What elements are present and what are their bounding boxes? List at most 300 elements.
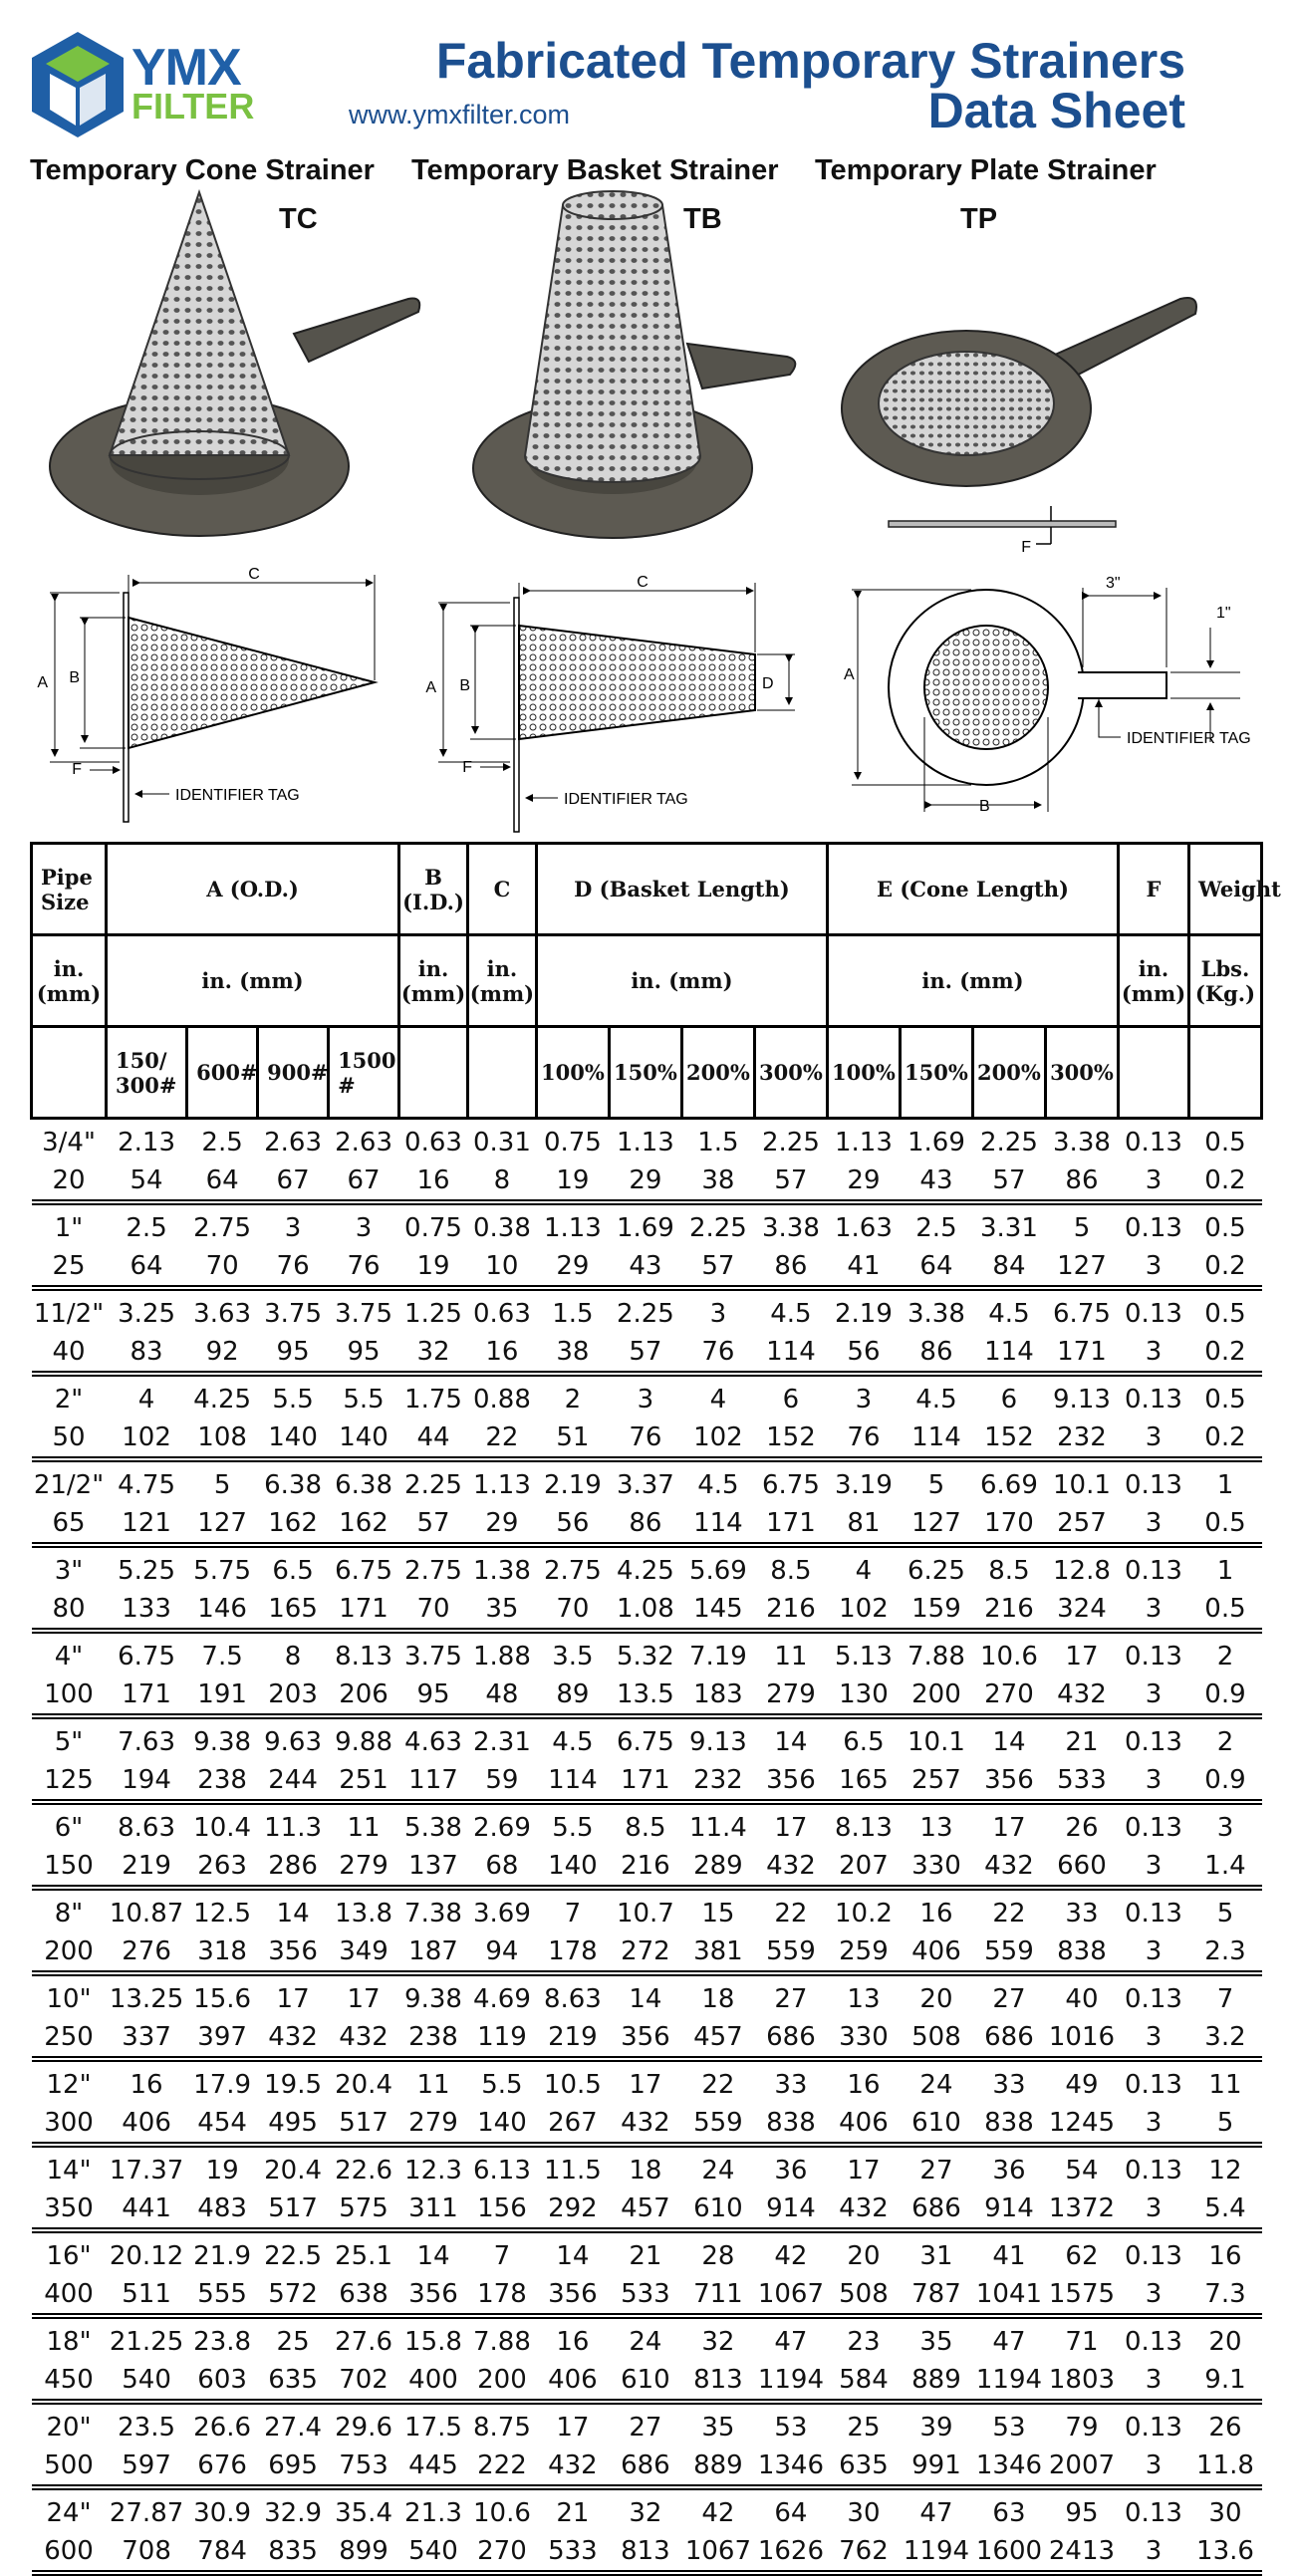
table-cell: 1.38 [472, 1556, 531, 1586]
table-cell: 7.63 [118, 1727, 176, 1757]
table-cell: 10.2 [835, 1899, 893, 1929]
table-cell: 67 [258, 1161, 329, 1202]
table-cell: 2.3 [1188, 1932, 1261, 1973]
table-row [32, 1119, 1262, 1162]
table-cell: 251 [329, 1761, 399, 1802]
table-cell: 16 [130, 2070, 163, 2100]
caption-basket-strainer: Temporary Basket Strainer [411, 154, 779, 186]
table-cell: 76 [609, 1418, 681, 1459]
basket-label-f: F [462, 759, 472, 776]
table-cell: 8.5 [770, 1556, 812, 1586]
table-cell: 2.75 [404, 1556, 462, 1586]
table-cell: 9.88 [335, 1727, 392, 1757]
table-cell: 14 [629, 1984, 662, 2014]
table-cell: 80 [32, 1590, 107, 1631]
header-weight: Weight [1188, 844, 1261, 935]
header-f: F [1118, 844, 1188, 935]
table-cell: 56 [536, 1504, 609, 1545]
table-cell: 10.5 [543, 2070, 602, 2100]
table-cell: 432 [1045, 1675, 1118, 1716]
table-cell: 1575 [1045, 2275, 1118, 2316]
cone-identifier-tag: IDENTIFIER TAG [175, 787, 300, 804]
table-cell: 8.63 [118, 1813, 176, 1843]
table-cell: 64 [774, 2498, 808, 2528]
unit-f: in. (mm) [1118, 935, 1188, 1027]
table-cell: 20 [1208, 2327, 1242, 2357]
table-cell: 6.75 [1053, 1299, 1111, 1329]
table-cell: 42 [701, 2498, 735, 2528]
table-cell: 64 [900, 1247, 972, 1288]
table-cell: 64 [107, 1247, 187, 1288]
table-cell: 257 [900, 1761, 972, 1802]
table-cell: 83 [107, 1333, 187, 1374]
unit-weight: Lbs. (Kg.) [1188, 935, 1261, 1027]
table-cell: 32 [399, 1333, 468, 1374]
table-cell: 4.5 [770, 1299, 812, 1329]
table-row [32, 1333, 1262, 1374]
table-cell: 2.19 [835, 1299, 893, 1329]
caption-cone-strainer: Temporary Cone Strainer [30, 154, 375, 186]
table-row [32, 1504, 1262, 1545]
table-cell: 10" [46, 1984, 92, 2014]
ymx-logo [28, 30, 128, 139]
table-cell: 441 [107, 2190, 187, 2230]
table-cell: 17.5 [404, 2413, 462, 2443]
table-cell: 27 [992, 1984, 1026, 2014]
table-cell: 4.5 [552, 1727, 594, 1757]
table-cell: 47 [774, 2327, 808, 2357]
table-cell: 279 [329, 1847, 399, 1888]
table-cell: 20.4 [335, 2070, 392, 2100]
table-row [32, 2402, 1262, 2447]
table-cell: 24 [919, 2070, 953, 2100]
table-cell: 2.5 [201, 1128, 243, 1158]
table-cell: 610 [681, 2190, 754, 2230]
basket-dimension-drawing [418, 563, 817, 837]
table-cell: 3 [1216, 1813, 1234, 1843]
caption-plate-strainer: Temporary Plate Strainer [815, 154, 1157, 186]
table-cell: 56 [827, 1333, 900, 1374]
table-cell: 6.5 [843, 1727, 885, 1757]
table-cell: 59 [467, 1761, 536, 1802]
table-cell: 1.13 [616, 1128, 674, 1158]
table-cell: 14 [276, 1899, 310, 1929]
table-cell: 232 [681, 1761, 754, 1802]
table-cell: 3.38 [1053, 1128, 1111, 1158]
table-row [32, 1374, 1262, 1418]
table-cell: 8.13 [335, 1642, 392, 1672]
sub-e-200: 200% [972, 1027, 1045, 1119]
table-cell: 18 [701, 1984, 735, 2014]
table-cell: 1245 [1045, 2104, 1118, 2145]
table-body [32, 1119, 1262, 2574]
table-row [32, 1288, 1262, 1333]
table-cell: 21.3 [404, 2498, 462, 2528]
table-cell: 20.12 [109, 2241, 184, 2271]
table-cell: 14 [556, 2241, 590, 2271]
table-row [32, 1932, 1262, 1973]
table-cell: 137 [399, 1847, 468, 1888]
code-tc: TC [279, 203, 318, 235]
table-cell: 381 [681, 1932, 754, 1973]
table-cell: 17 [847, 2156, 881, 2186]
table-cell: 152 [972, 1418, 1045, 1459]
table-cell: 3.37 [616, 1470, 674, 1500]
table-cell: 432 [536, 2447, 609, 2487]
table-cell: 238 [187, 1761, 258, 1802]
table-cell: 127 [1045, 1247, 1118, 1288]
table-cell: 35 [467, 1590, 536, 1631]
table-cell: 86 [1045, 1161, 1118, 1202]
table-cell: 100 [32, 1675, 107, 1716]
table-cell: 635 [258, 2361, 329, 2402]
table-row [32, 2145, 1262, 2190]
table-cell: 41 [992, 2241, 1026, 2271]
table-cell: 0.13 [1125, 2156, 1182, 2186]
table-cell: 26 [1065, 1813, 1099, 1843]
table-cell: 36 [992, 2156, 1026, 2186]
table-cell: 3 [709, 1299, 727, 1329]
table-cell: 356 [399, 2275, 468, 2316]
table-cell: 2.5 [915, 1213, 957, 1243]
table-cell: 495 [258, 2104, 329, 2145]
table-cell: 24" [46, 2498, 92, 2528]
table-cell: 86 [900, 1333, 972, 1374]
table-cell: 6" [54, 1813, 84, 1843]
table-cell: 1194 [900, 2532, 972, 2573]
table-cell: 24 [629, 2327, 662, 2357]
table-cell: 41 [827, 1247, 900, 1288]
table-cell: 432 [329, 2018, 399, 2059]
table-cell: 12" [46, 2070, 92, 2100]
table-cell: 1041 [972, 2275, 1045, 2316]
sub-d-200: 200% [681, 1027, 754, 1119]
table-row [32, 1161, 1262, 1202]
table-cell: 14" [46, 2156, 92, 2186]
table-cell: 3.69 [472, 1899, 531, 1929]
table-cell: 0.5 [1188, 1590, 1261, 1631]
table-cell: 13.25 [109, 1984, 184, 2014]
table-cell: 8 [467, 1161, 536, 1202]
table-cell: 11.5 [543, 2156, 602, 2186]
table-cell: 21 [556, 2498, 590, 2528]
table-row [32, 1847, 1262, 1888]
table-cell: 95 [399, 1675, 468, 1716]
table-cell: 0.13 [1125, 1213, 1182, 1243]
table-cell: 29 [467, 1504, 536, 1545]
table-row [32, 2230, 1262, 2275]
unit-d: in. (mm) [536, 935, 827, 1027]
table-cell: 1.5 [697, 1128, 739, 1158]
table-cell: 356 [609, 2018, 681, 2059]
table-cell: 19 [205, 2156, 239, 2186]
table-cell: 206 [329, 1675, 399, 1716]
cone-strainer-render [40, 184, 428, 543]
table-cell: 6 [1000, 1385, 1018, 1415]
table-cell: 0.2 [1188, 1247, 1261, 1288]
table-cell: 899 [329, 2532, 399, 2573]
table-cell: 15 [701, 1899, 735, 1929]
table-cell: 25 [847, 2413, 881, 2443]
table-cell: 171 [609, 1761, 681, 1802]
table-cell: 406 [827, 2104, 900, 2145]
table-cell: 0.63 [472, 1299, 531, 1329]
table-cell: 9.1 [1188, 2361, 1261, 2402]
table-cell: 79 [1065, 2413, 1099, 2443]
table-cell: 6.75 [616, 1727, 674, 1757]
table-cell: 1803 [1045, 2361, 1118, 2402]
table-row [32, 2104, 1262, 2145]
table-cell: 11/2" [33, 1299, 105, 1329]
table-cell: 8 [284, 1642, 302, 1672]
plate-label-3in: 3" [1106, 575, 1121, 592]
table-cell: 102 [107, 1418, 187, 1459]
table-cell: 2.63 [264, 1128, 323, 1158]
table-cell: 3 [1118, 2447, 1188, 2487]
table-cell: 9.63 [264, 1727, 323, 1757]
table-cell: 1.88 [472, 1642, 531, 1672]
table-cell: 156 [467, 2190, 536, 2230]
table-cell: 22 [467, 1418, 536, 1459]
table-cell: 0.2 [1188, 1333, 1261, 1374]
table-cell: 200 [32, 1932, 107, 1973]
table-cell: 27.4 [264, 2413, 323, 2443]
table-cell: 991 [900, 2447, 972, 2487]
table-cell: 533 [1045, 1761, 1118, 1802]
header-c: C [467, 844, 536, 935]
table-cell: 16 [1208, 2241, 1242, 2271]
table-cell: 23.5 [118, 2413, 176, 2443]
table-cell: 140 [329, 1418, 399, 1459]
table-cell: 0.13 [1125, 1385, 1182, 1415]
table-cell: 43 [609, 1247, 681, 1288]
table-cell: 286 [258, 1847, 329, 1888]
table-cell: 708 [107, 2532, 187, 2573]
table-cell: 508 [827, 2275, 900, 2316]
table-cell: 0.63 [404, 1128, 462, 1158]
table-cell: 3 [855, 1385, 873, 1415]
table-cell: 356 [258, 1932, 329, 1973]
table-cell: 0.9 [1188, 1675, 1261, 1716]
unit-pipe: in. (mm) [32, 935, 107, 1027]
table-row [32, 1802, 1262, 1847]
sub-d-150: 150% [609, 1027, 681, 1119]
table-cell: 49 [1065, 2070, 1099, 2100]
table-cell: 27.87 [109, 2498, 184, 2528]
table-cell: 30 [847, 2498, 881, 2528]
table-cell: 8.63 [543, 1984, 602, 2014]
table-cell: 8.5 [625, 1813, 666, 1843]
table-cell: 0.2 [1188, 1161, 1261, 1202]
table-cell: 914 [754, 2190, 827, 2230]
table-cell: 47 [919, 2498, 953, 2528]
table-cell: 25 [276, 2327, 310, 2357]
table-cell: 33 [992, 2070, 1026, 2100]
table-cell: 3 [1118, 1932, 1188, 1973]
table-cell: 6.69 [980, 1470, 1038, 1500]
table-cell: 3 [1118, 1675, 1188, 1716]
table-cell: 30.9 [193, 2498, 252, 2528]
table-cell: 21 [1065, 1727, 1099, 1757]
table-cell: 5.5 [552, 1813, 594, 1843]
basket-label-d: D [762, 675, 774, 692]
spec-table [30, 842, 1281, 2576]
table-cell: 603 [187, 2361, 258, 2402]
table-cell: 94 [467, 1932, 536, 1973]
table-cell: 92 [187, 1333, 258, 1374]
table-cell: 483 [187, 2190, 258, 2230]
table-cell: 2.63 [335, 1128, 392, 1158]
table-cell: 44 [399, 1418, 468, 1459]
table-cell: 22.6 [335, 2156, 392, 2186]
table-cell: 76 [258, 1247, 329, 1288]
table-cell: 1016 [1045, 2018, 1118, 2059]
table-cell: 28 [701, 2241, 735, 2271]
table-cell: 3 [1118, 1247, 1188, 1288]
table-cell: 762 [827, 2532, 900, 2573]
table-cell: 140 [467, 2104, 536, 2145]
table-cell: 12.5 [193, 1899, 252, 1929]
table-cell: 540 [399, 2532, 468, 2573]
table-cell: 318 [187, 1932, 258, 1973]
table-cell: 0.13 [1125, 2413, 1182, 2443]
table-cell: 5 [213, 1470, 231, 1500]
table-cell: 3 [1118, 1504, 1188, 1545]
table-cell: 4 [855, 1556, 873, 1586]
table-cell: 0.5 [1204, 1128, 1246, 1158]
plate-label-a: A [844, 666, 855, 683]
table-cell: 250 [32, 2018, 107, 2059]
table-cell: 2.75 [193, 1213, 252, 1243]
table-cell: 3.38 [761, 1213, 820, 1243]
table-cell: 165 [827, 1761, 900, 1802]
table-cell: 500 [32, 2447, 107, 2487]
table-cell: 3 [1118, 1161, 1188, 1202]
table-cell: 1.75 [404, 1385, 462, 1415]
sub-d-300: 300% [754, 1027, 827, 1119]
table-cell: 119 [467, 2018, 536, 2059]
table-cell: 7 [564, 1899, 582, 1929]
table-cell: 133 [107, 1590, 187, 1631]
table-cell: 753 [329, 2447, 399, 2487]
table-cell: 1194 [754, 2361, 827, 2402]
table-cell: 2007 [1045, 2447, 1118, 2487]
table-cell: 117 [399, 1761, 468, 1802]
table-cell: 400 [32, 2275, 107, 2316]
table-cell: 3.38 [907, 1299, 965, 1329]
table-cell: 8.75 [472, 2413, 531, 2443]
table-cell: 1.69 [907, 1128, 965, 1158]
table-cell: 555 [187, 2275, 258, 2316]
table-cell: 29 [536, 1247, 609, 1288]
table-cell: 6.75 [335, 1556, 392, 1586]
table-cell: 406 [536, 2361, 609, 2402]
plate-dimension-drawing [832, 568, 1270, 832]
table-cell: 22 [701, 2070, 735, 2100]
table-cell: 517 [329, 2104, 399, 2145]
table-cell: 13 [847, 1984, 881, 2014]
table-cell: 1067 [681, 2532, 754, 2573]
table-cell: 40 [32, 1333, 107, 1374]
table-cell: 216 [754, 1590, 827, 1631]
table-cell: 3 [1118, 2275, 1188, 2316]
table-cell: 150 [32, 1847, 107, 1888]
table-cell: 16" [46, 2241, 92, 2271]
website-link[interactable]: www.ymxfilter.com [349, 100, 571, 129]
table-cell: 11.4 [688, 1813, 747, 1843]
sub-a-900: 900# [258, 1027, 329, 1119]
table-cell: 432 [609, 2104, 681, 2145]
table-row [32, 1716, 1262, 1761]
table-cell: 4 [137, 1385, 155, 1415]
table-cell: 222 [467, 2447, 536, 2487]
table-cell: 216 [609, 1847, 681, 1888]
table-cell: 4.5 [697, 1470, 739, 1500]
table-cell: 0.75 [543, 1128, 602, 1158]
table-cell: 686 [609, 2447, 681, 2487]
table-cell: 4.5 [915, 1385, 957, 1415]
table-row [32, 1418, 1262, 1459]
table-row [32, 1545, 1262, 1590]
cone-label-b: B [69, 669, 80, 686]
table-cell: 1.13 [835, 1128, 893, 1158]
table-cell: 0.9 [1188, 1761, 1261, 1802]
table-cell: 0.5 [1204, 1299, 1246, 1329]
table-cell: 7.38 [404, 1899, 462, 1929]
table-cell: 18" [46, 2327, 92, 2357]
table-cell: 17.37 [109, 2156, 184, 2186]
table-cell: 1.08 [609, 1590, 681, 1631]
table-cell: 23 [847, 2327, 881, 2357]
plate-label-b: B [979, 798, 990, 815]
table-cell: 600 [32, 2532, 107, 2573]
table-cell: 21 [629, 2241, 662, 2271]
table-row [32, 2316, 1262, 2361]
table-cell: 5 [1073, 1213, 1091, 1243]
table-cell: 838 [972, 2104, 1045, 2145]
table-cell: 16 [919, 1899, 953, 1929]
table-cell: 350 [32, 2190, 107, 2230]
table-cell: 19 [536, 1161, 609, 1202]
table-cell: 0.75 [404, 1213, 462, 1243]
cone-label-c: C [248, 566, 260, 583]
table-cell: 300 [32, 2104, 107, 2145]
table-cell: 2.25 [404, 1470, 462, 1500]
table-cell: 15.8 [404, 2327, 462, 2357]
table-cell: 686 [900, 2190, 972, 2230]
table-cell: 29.6 [335, 2413, 392, 2443]
basket-label-a: A [425, 679, 436, 696]
table-cell: 267 [536, 2104, 609, 2145]
table-row [32, 2447, 1262, 2487]
table-cell: 10.1 [1053, 1470, 1111, 1500]
table-row [32, 1459, 1262, 1504]
table-cell: 272 [609, 1932, 681, 1973]
table-cell: 263 [187, 1847, 258, 1888]
table-cell: 187 [399, 1932, 468, 1973]
table-cell: 5.4 [1188, 2190, 1261, 2230]
table-cell: 914 [972, 2190, 1045, 2230]
table-cell: 9.13 [1053, 1385, 1111, 1415]
table-cell: 8" [54, 1899, 84, 1929]
table-cell: 5.32 [616, 1642, 674, 1672]
table-cell: 8.5 [988, 1556, 1030, 1586]
table-cell: 125 [32, 1761, 107, 1802]
table-cell: 20" [46, 2413, 92, 2443]
table-cell: 16 [556, 2327, 590, 2357]
table-cell: 238 [399, 2018, 468, 2059]
table-cell: 57 [754, 1161, 827, 1202]
